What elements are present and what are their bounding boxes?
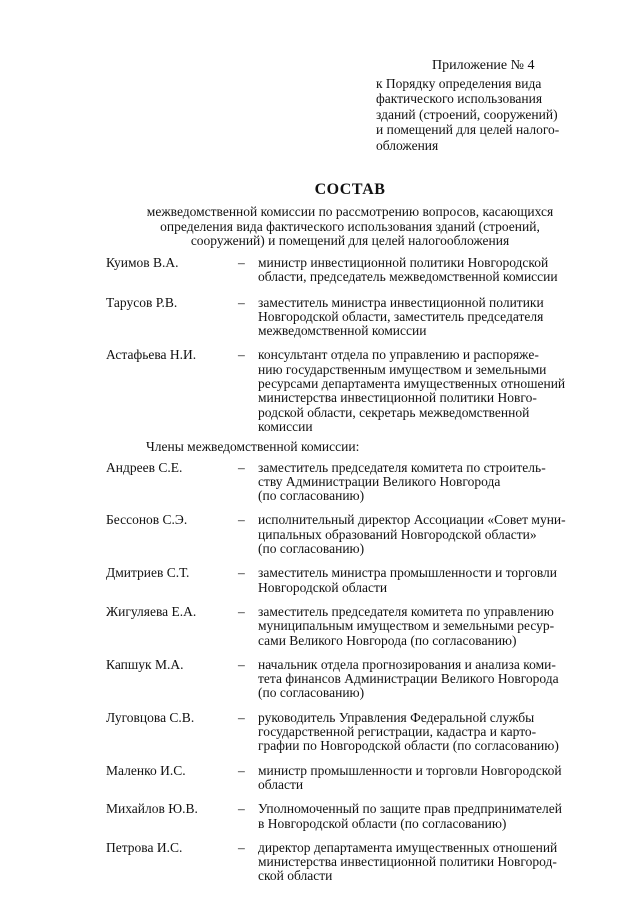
role-line: области [258,776,304,792]
commission-list [106,256,606,894]
member-role [258,711,606,754]
leader-row [106,296,606,339]
member-role [258,513,606,556]
member-row [106,802,606,831]
role-line: родской области, секретарь межведомственной [258,404,530,420]
leader-row [106,348,606,434]
dash: – [238,459,245,475]
role-line: (по согласованию) [258,488,365,504]
role-line: начальник отдела прогнозирования и анализа коми- [258,656,556,672]
dash: – [238,255,245,270]
dash: – [238,762,245,778]
dash: – [238,512,245,528]
member-name: Жигуляева Е.А. [106,603,197,619]
member-row [106,711,606,754]
role-line: муниципальным имуществом и земельными ресур- [258,618,555,634]
appendix-line: и помещений для целей налого- [376,122,560,137]
leader-row [106,256,606,285]
role-line: министр промышленности и торговли Новгородской [258,762,562,778]
role-line: графии по Новгородской области (по согласованию) [258,738,559,754]
member-name: Михайлов Ю.В. [106,801,198,817]
role-line: (по согласованию) [258,685,365,701]
role-line: ству Администрации Великого Новгорода [258,473,501,489]
appendix-line: к Порядку определения вида [376,75,542,91]
role-line: комиссии [258,418,313,434]
member-role [258,841,606,884]
member-row [106,605,606,648]
member-row [106,513,606,556]
role-line: тета финансов Администрации Великого Новгорода [258,671,559,687]
role-line: руководитель Управления Федеральной службы [258,709,535,725]
role-line: исполнительный директор Ассоциации «Совет муни- [258,512,566,528]
heading-line: межведомственной комиссии по рассмотрению вопросов, касающихся [146,204,554,219]
dash: – [238,294,245,310]
heading-line: сооружений) и помещений для целей налогообложения [190,233,510,248]
member-role [258,296,606,339]
appendix-line: обложения [376,137,439,153]
role-line: (по согласованию) [258,541,365,557]
member-name: Маленко И.С. [106,762,186,778]
role-line: Новгородской области, заместитель председателя [258,308,544,324]
appendix-block [376,58,616,153]
member-name: Астафьева Н.И. [106,347,197,363]
role-line: сами Великого Новгорода (по согласованию) [258,632,517,648]
member-name: Бессонов С.Э. [106,512,188,528]
member-name: Дмитриев С.Т. [106,565,190,581]
member-role [258,658,606,701]
role-line: министерства инвестиционной политики Новгород- [258,854,557,870]
role-line: министр инвестиционной политики Новгородской [258,255,549,270]
member-name: Петрова И.С. [106,839,183,855]
role-line: области, председатель межведомственной комиссии [258,269,558,285]
role-line: Новгородской области [258,579,388,595]
role-line: заместитель министра инвестиционной политики [258,294,544,310]
role-line: межведомственной комиссии [258,323,427,339]
dash: – [238,565,245,581]
appendix-line: зданий (строений, сооружений) [376,106,558,122]
heading-title: СОСТАВ [314,181,386,198]
member-row [106,841,606,884]
member-row [106,658,606,701]
dash: – [238,709,245,725]
member-name: Куимов В.А. [106,255,179,270]
member-role [258,348,606,434]
member-row [106,566,606,595]
role-line: директор департамента имущественных отношений [258,839,558,855]
role-line: консультант отдела по управлению и распоряже- [258,347,539,363]
member-name: Андреев С.Е. [106,459,183,475]
role-line: заместитель министра промышленности и торговли [258,565,558,581]
appendix-title: Приложение № 4 [432,58,535,73]
role-line: государственной регистрации, кадастра и карто- [258,724,537,740]
member-name: Луговцова С.В. [106,709,195,725]
document-heading [100,181,600,249]
heading-line: определения вида фактического использования зданий (строений, [160,218,540,234]
member-role [258,605,606,648]
dash: – [238,347,245,363]
role-line: министерства инвестиционной политики Новго- [258,390,537,406]
dash: – [238,801,245,817]
member-row [106,461,606,504]
role-line: ципальных образований Новгородской области» [258,526,537,542]
member-role [258,461,606,504]
dash: – [238,603,245,619]
role-line: ресурсами департамента имущественных отношений [258,376,566,392]
member-name: Тарусов Р.В. [106,294,178,310]
member-role [258,764,606,793]
members-title: Члены межведомственной комиссии: [146,439,360,455]
role-line: нию государственным имуществом и земельными [258,361,547,377]
member-role [258,566,606,595]
role-line: в Новгородской области (по согласованию) [258,815,507,831]
member-name: Капшук М.А. [106,656,184,672]
role-line: ской области [258,868,333,884]
member-row [106,764,606,793]
role-line: заместитель председателя комитета по строитель- [258,459,546,475]
appendix-line: фактического использования [376,91,543,106]
role-line: заместитель председателя комитета по управлению [258,603,554,619]
member-role [258,802,606,831]
dash: – [238,656,245,672]
member-role [258,256,606,285]
role-line: Уполномоченный по защите прав предпринимателей [258,801,562,817]
dash: – [238,839,245,855]
